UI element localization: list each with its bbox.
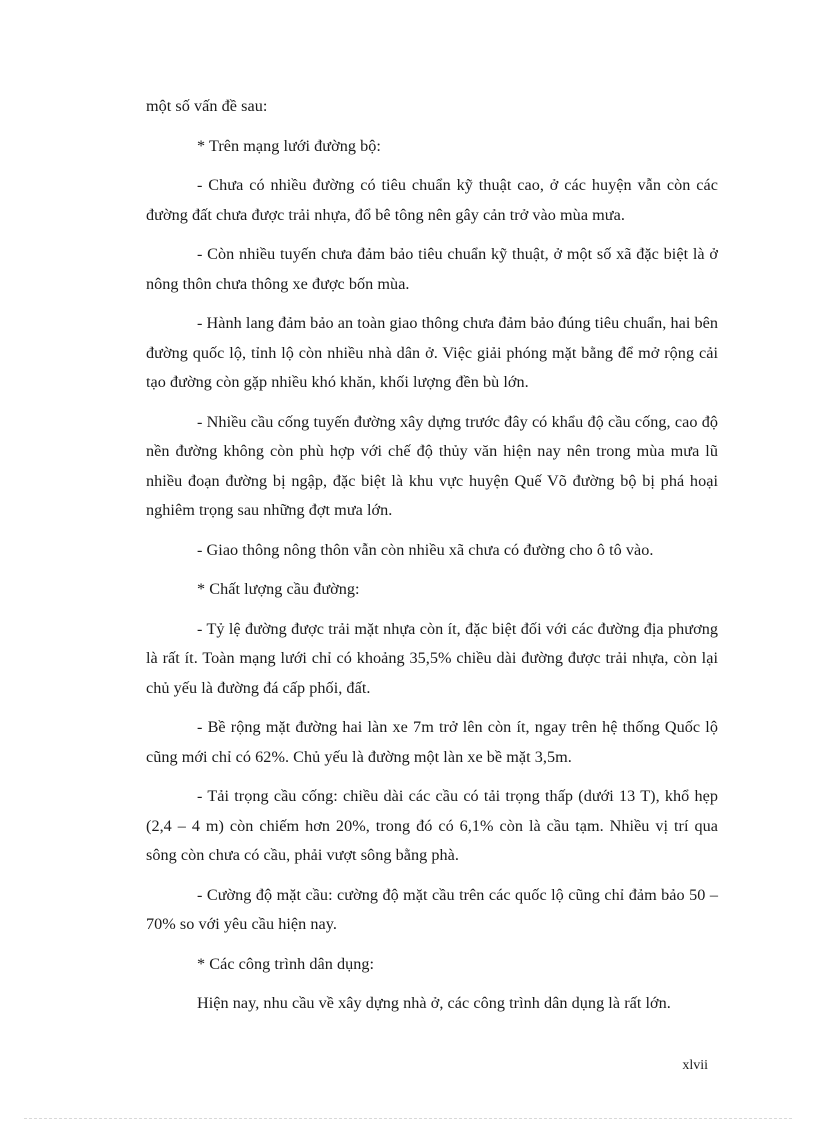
paragraph-road-width: - Bề rộng mặt đường hai làn xe 7m trở lên còn ít, ngay trên hệ thống Quốc lộ cũng mới chỉ có 62%. Chủ yếu là đường một làn xe bề mặt 3,5m.	[146, 718, 718, 766]
paragraph-bridge-load: - Tải trọng cầu cống: chiều dài các cầu có tải trọng thấp (dưới 13 T), khổ hẹp (2,4 – 4 m) còn chiếm hơn 20%, trong đó có 6,1% còn là cầu tạm. Nhiều vị trí qua sông còn chưa có cầu, phải vượt sông bằng phà.	[146, 787, 718, 864]
paragraph-continuation: một số vấn đề sau:	[146, 97, 268, 115]
heading-road-network: * Trên mạng lưới đường bộ:	[197, 136, 381, 155]
paragraph-bridges-culverts: - Nhiều cầu cống tuyến đường xây dựng trước đây có khẩu độ cầu cống, cao độ nền đường không còn phù hợp với chế độ thủy văn hiện nay nên trong mùa mưa lũ nhiều đoạn đường bị ngập, đặc biệt là khu vực huyện Quế Võ đường bộ bị phá hoại nghiêm trọng sau những đợt mưa lớn.	[146, 412, 718, 519]
paragraph-asphalt-ratio: - Tỷ lệ đường được trải mặt nhựa còn ít, đặc biệt đối với các đường địa phương là rất ít. Toàn mạng lưới chỉ có khoảng 35,5% chiều dài đường được trải nhựa, còn lại chủ yếu là đường đá cấp phối, đất.	[146, 619, 718, 697]
paragraph-housing-demand: Hiện nay, nhu cầu về xây dựng nhà ở, các công trình dân dụng là rất lớn.	[197, 994, 671, 1012]
heading-road-quality: * Chất lượng cầu đường:	[197, 580, 360, 598]
page-number: xlvii	[682, 1058, 708, 1073]
paragraph-safety-corridor: - Hành lang đảm bảo an toàn giao thông chưa đảm bảo đúng tiêu chuẩn, hai bên đường quốc lộ, tỉnh lộ còn nhiều nhà dân ở. Việc giải phóng mặt bằng để mở rộng cải tạo đường còn gặp nhiều khó khăn, khối lượng đền bù lớn.	[146, 314, 718, 391]
body-text	[146, 92, 718, 1029]
heading-civil-works: * Các công trình dân dụng:	[197, 954, 375, 973]
paragraph-technical-standards: - Chưa có nhiều đường có tiêu chuẩn kỹ thuật cao, ở các huyện vẫn còn các đường đất chưa được trải nhựa, đổ bê tông nên gây cản trở vào mùa mưa.	[146, 176, 718, 224]
page-bottom-divider	[24, 1118, 792, 1119]
paragraph-bridge-strength: - Cường độ mặt cầu: cường độ mặt cầu trên các quốc lộ cũng chỉ đảm bảo 50 – 70% so với yêu cầu hiện nay.	[146, 885, 718, 933]
paragraph-rural-transport: - Giao thông nông thôn vẫn còn nhiều xã chưa có đường cho ô tô vào.	[197, 540, 654, 559]
paragraph-unqualified-routes: - Còn nhiều tuyến chưa đảm bảo tiêu chuẩn kỹ thuật, ở một số xã đặc biệt là ở nông thôn chưa thông xe được bốn mùa.	[146, 245, 718, 293]
